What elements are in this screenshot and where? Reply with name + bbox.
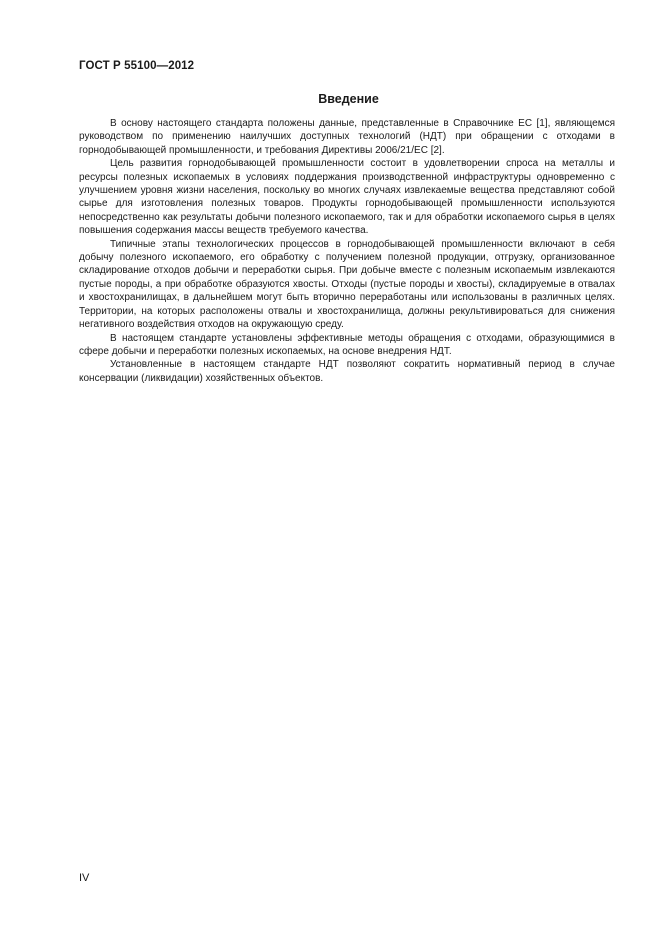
body-text (79, 117, 615, 385)
section-title (0, 92, 661, 106)
paragraph: В настоящем стандарте установлены эффективные методы обращения с отходами, образующимися в сфере добычи и переработки полезных ископаемых, на основе внедрения НДТ. (79, 332, 615, 357)
paragraph: Типичные этапы технологических процессов в горнодобывающей промышленности включают в себя добычу полезного ископаемого, его обработку с получением полезной продукции, отгрузку, организованное складирование отходов добычи и переработки сырья. При добыче вместе с полезным ископаемым извлекаются пустые породы, а при обработке образуются хвосты. Отходы (пустые породы и хвосты), складируемые в отвалах и хвостохранилищах, в дальнейшем могут быть вторично переработаны или использованы в различных целях. Территории, на которых расположены отвалы и хвостохранилища, должны рекультивироваться для снижения негативного воздействия отходов на окружающую среду. (79, 238, 615, 331)
page-number: IV (79, 872, 90, 884)
paragraph: В основу настоящего стандарта положены данные, представленные в Справочнике ЕС [1], являющемся руководством по применению наилучших доступных технологий (НДТ) при обращении с отходами в горнодобывающей промышленности, и требования Директивы 2006/21/ЕС [2]. (79, 118, 615, 156)
document-code: ГОСТ Р 55100—2012 (79, 60, 195, 72)
section-title-text: Введение (318, 92, 379, 106)
paragraph: Цель развития горнодобывающей промышленности состоит в удовлетворении спроса на металлы и ресурсы полезных ископаемых в условиях поддержания производственной инфраструктуры одновременно с улучшением уровня жизни населения, поскольку во многих случаях извлекаемые вещества представляют собой сырье для изготовления полезных товаров. Продукты горнодобывающей промышленности используются непосредственно как результаты добычи полезного ископаемого, так и для обработки ископаемого сырья в целях повышения содержания массы веществ требуемого качества. (79, 158, 615, 237)
paragraph: Установленные в настоящем стандарте НДТ позволяют сократить нормативный период в случае консервации (ликвидации) хозяйственных объектов. (79, 359, 615, 384)
